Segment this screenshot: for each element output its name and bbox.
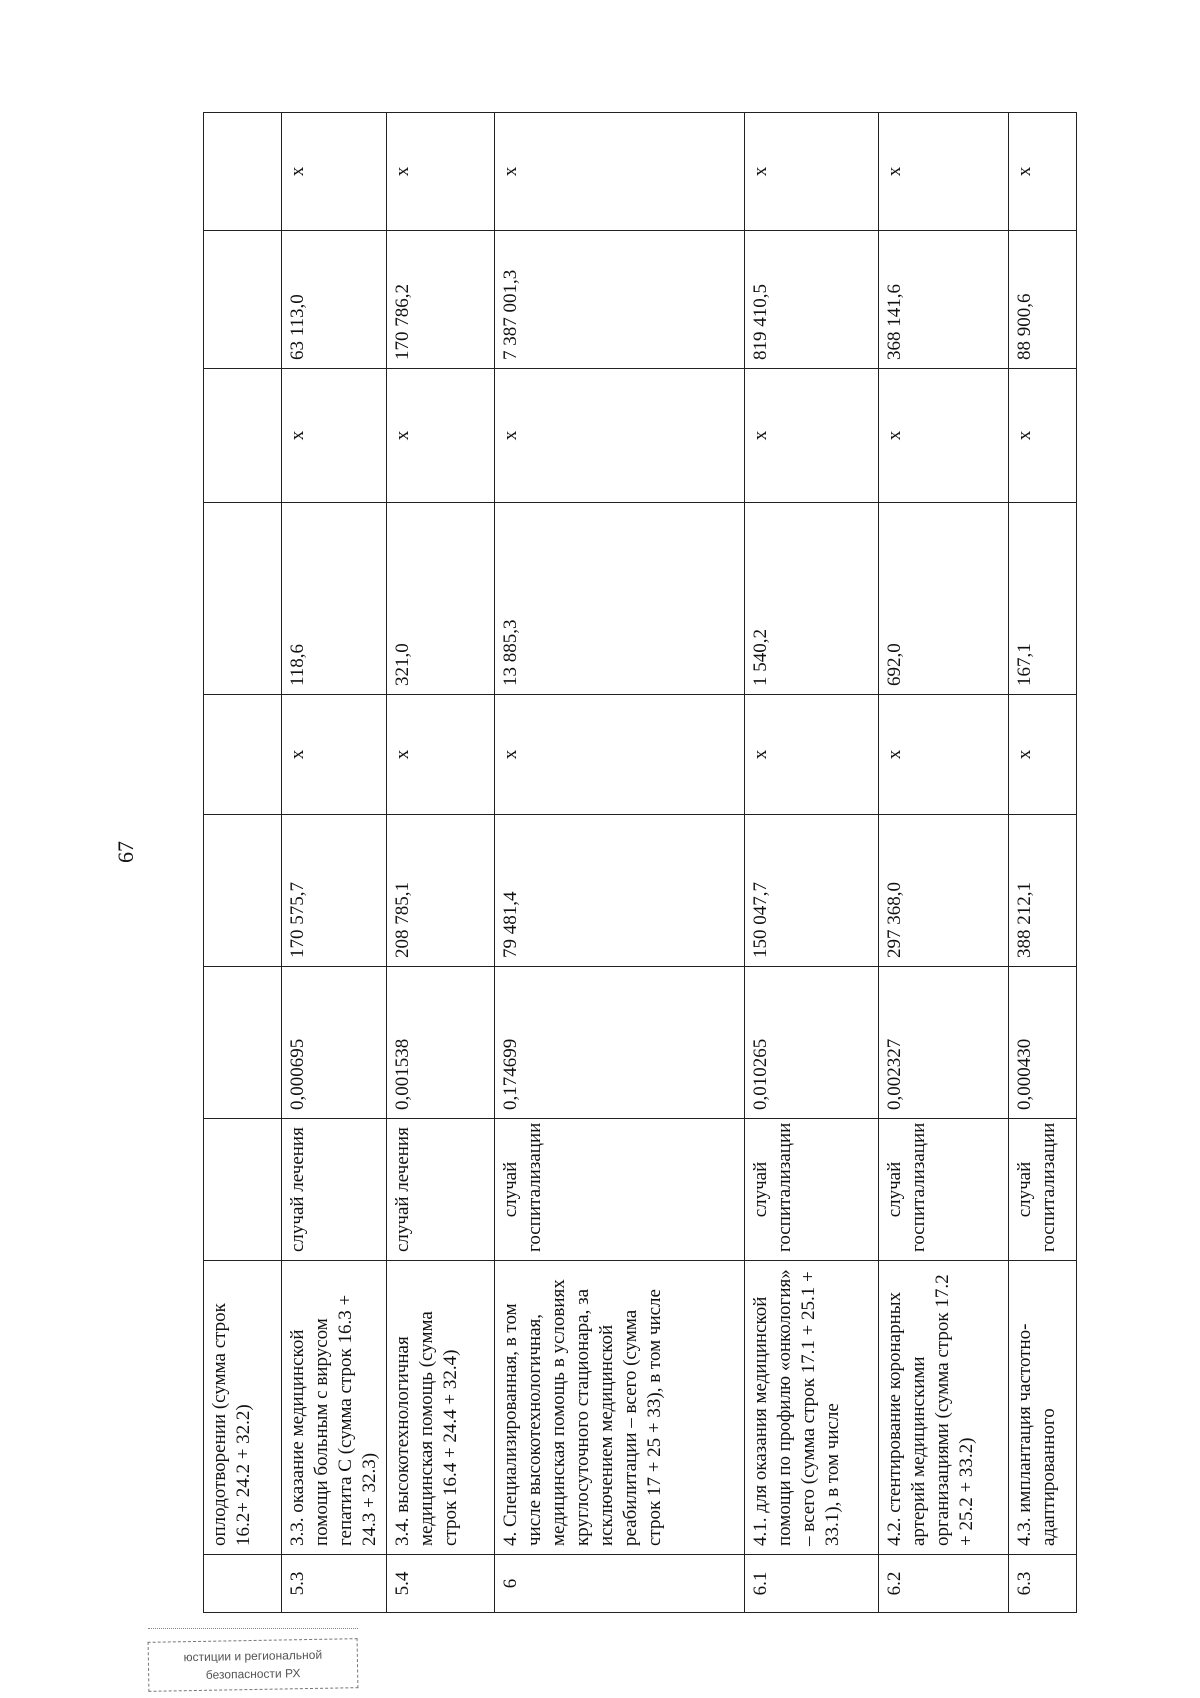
- cell-norm: 0,001538: [387, 967, 495, 1119]
- cell-col8: [204, 369, 282, 503]
- cell-col10: х: [745, 113, 879, 231]
- row-name: 4.2. стентирование коронарных артерий медицинскими организациями (сумма строк 17.2 + 25.2 + 33.2): [879, 1261, 1009, 1555]
- cell-col9: 88 900,6: [1009, 231, 1077, 369]
- row-name: 4.3. имплантация частотно-адаптированного: [1009, 1261, 1077, 1555]
- cell-col9: 819 410,5: [745, 231, 879, 369]
- table-row: [1009, 113, 1077, 1613]
- cell-col6: х: [495, 695, 745, 815]
- table-row: [282, 113, 387, 1613]
- row-number: 6.1: [745, 1555, 879, 1613]
- table-row: [387, 113, 495, 1613]
- cell-col6: [204, 695, 282, 815]
- row-number: [204, 1555, 282, 1613]
- row-number: 6.2: [879, 1555, 1009, 1613]
- page-number: 67: [113, 841, 138, 863]
- cell-col10: [204, 113, 282, 231]
- row-unit: случай госпитализации: [879, 1119, 1009, 1261]
- cell-col7: 13 885,3: [495, 503, 745, 695]
- cell-cost: 388 212,1: [1009, 815, 1077, 967]
- row-name: 3.3. оказание медицинской помощи больным с вирусом гепатита С (сумма строк 16.3 + 24.3 + 32.3): [282, 1261, 387, 1555]
- cell-norm: 0,000695: [282, 967, 387, 1119]
- table-row: [879, 113, 1009, 1613]
- cell-col7: 118,6: [282, 503, 387, 695]
- cell-col8: х: [745, 369, 879, 503]
- cell-col6: х: [387, 695, 495, 815]
- table-row: [745, 113, 879, 1613]
- row-number: 5.4: [387, 1555, 495, 1613]
- stamp-line-1: юстиции и региональной: [183, 1647, 323, 1665]
- cell-col8: х: [282, 369, 387, 503]
- cell-cost: 297 368,0: [879, 815, 1009, 967]
- cell-col10: х: [282, 113, 387, 231]
- cell-norm: 0,010265: [745, 967, 879, 1119]
- row-unit: случай госпитализации: [495, 1119, 745, 1261]
- cell-col6: х: [1009, 695, 1077, 815]
- cell-cost: 208 785,1: [387, 815, 495, 967]
- cell-cost: 150 047,7: [745, 815, 879, 967]
- cell-cost: 79 481,4: [495, 815, 745, 967]
- cell-col6: х: [282, 695, 387, 815]
- cell-norm: 0,174699: [495, 967, 745, 1119]
- row-unit: случай госпитализации: [1009, 1119, 1077, 1261]
- cell-col7: 692,0: [879, 503, 1009, 695]
- cell-col9: [204, 231, 282, 369]
- row-unit: случай госпитализации: [745, 1119, 879, 1261]
- cell-col7: 1 540,2: [745, 503, 879, 695]
- cell-col9: 63 113,0: [282, 231, 387, 369]
- row-unit: случай лечения: [282, 1119, 387, 1261]
- cell-col9: 368 141,6: [879, 231, 1009, 369]
- cell-cost: [204, 815, 282, 967]
- cell-col7: 321,0: [387, 503, 495, 695]
- row-number: 5.3: [282, 1555, 387, 1613]
- cell-col10: х: [879, 113, 1009, 231]
- cell-norm: 0,002327: [879, 967, 1009, 1119]
- cell-col8: х: [879, 369, 1009, 503]
- official-stamp: [148, 1638, 359, 1692]
- cell-col8: х: [495, 369, 745, 503]
- row-unit: случай лечения: [387, 1119, 495, 1261]
- cell-cost: 170 575,7: [282, 815, 387, 967]
- cell-col8: х: [1009, 369, 1077, 503]
- cell-col6: х: [745, 695, 879, 815]
- rotated-table-wrapper: [203, 113, 1073, 1613]
- table-row: [495, 113, 745, 1613]
- row-unit: [204, 1119, 282, 1261]
- stamp-divider: [148, 1628, 358, 1629]
- row-name: 3.4. высокотехнологичная медицинская помощь (сумма строк 16.4 + 24.4 + 32.4): [387, 1261, 495, 1555]
- cell-col9: 170 786,2: [387, 231, 495, 369]
- row-number: 6: [495, 1555, 745, 1613]
- row-name: 4.1. для оказания медицинской помощи по профилю «онкология» – всего (сумма строк 17.1 + 25.1 + 33.1), в том числе: [745, 1261, 879, 1555]
- cell-norm: [204, 967, 282, 1119]
- cell-col7: 167,1: [1009, 503, 1077, 695]
- cell-col10: х: [1009, 113, 1077, 231]
- cell-col7: [204, 503, 282, 695]
- data-table: [203, 112, 1077, 1613]
- cell-norm: 0,000430: [1009, 967, 1077, 1119]
- cell-col10: х: [495, 113, 745, 231]
- cell-col8: х: [387, 369, 495, 503]
- row-name: оплодотворении (сумма строк 16.2+ 24.2 + 32.2): [204, 1261, 282, 1555]
- cell-col6: х: [879, 695, 1009, 815]
- table-row: [204, 113, 282, 1613]
- row-name: 4. Специализированная, в том числе высокотехнологичная, медицинская помощь в условиях круглосуточного стационара, за исключением медицинской реабилитации – всего (сумма строк 17 + 25 + 33), в том числе: [495, 1261, 745, 1555]
- cell-col9: 7 387 001,3: [495, 231, 745, 369]
- stamp-line-2: безопасности РХ: [205, 1666, 301, 1682]
- cell-col10: х: [387, 113, 495, 231]
- row-number: 6.3: [1009, 1555, 1077, 1613]
